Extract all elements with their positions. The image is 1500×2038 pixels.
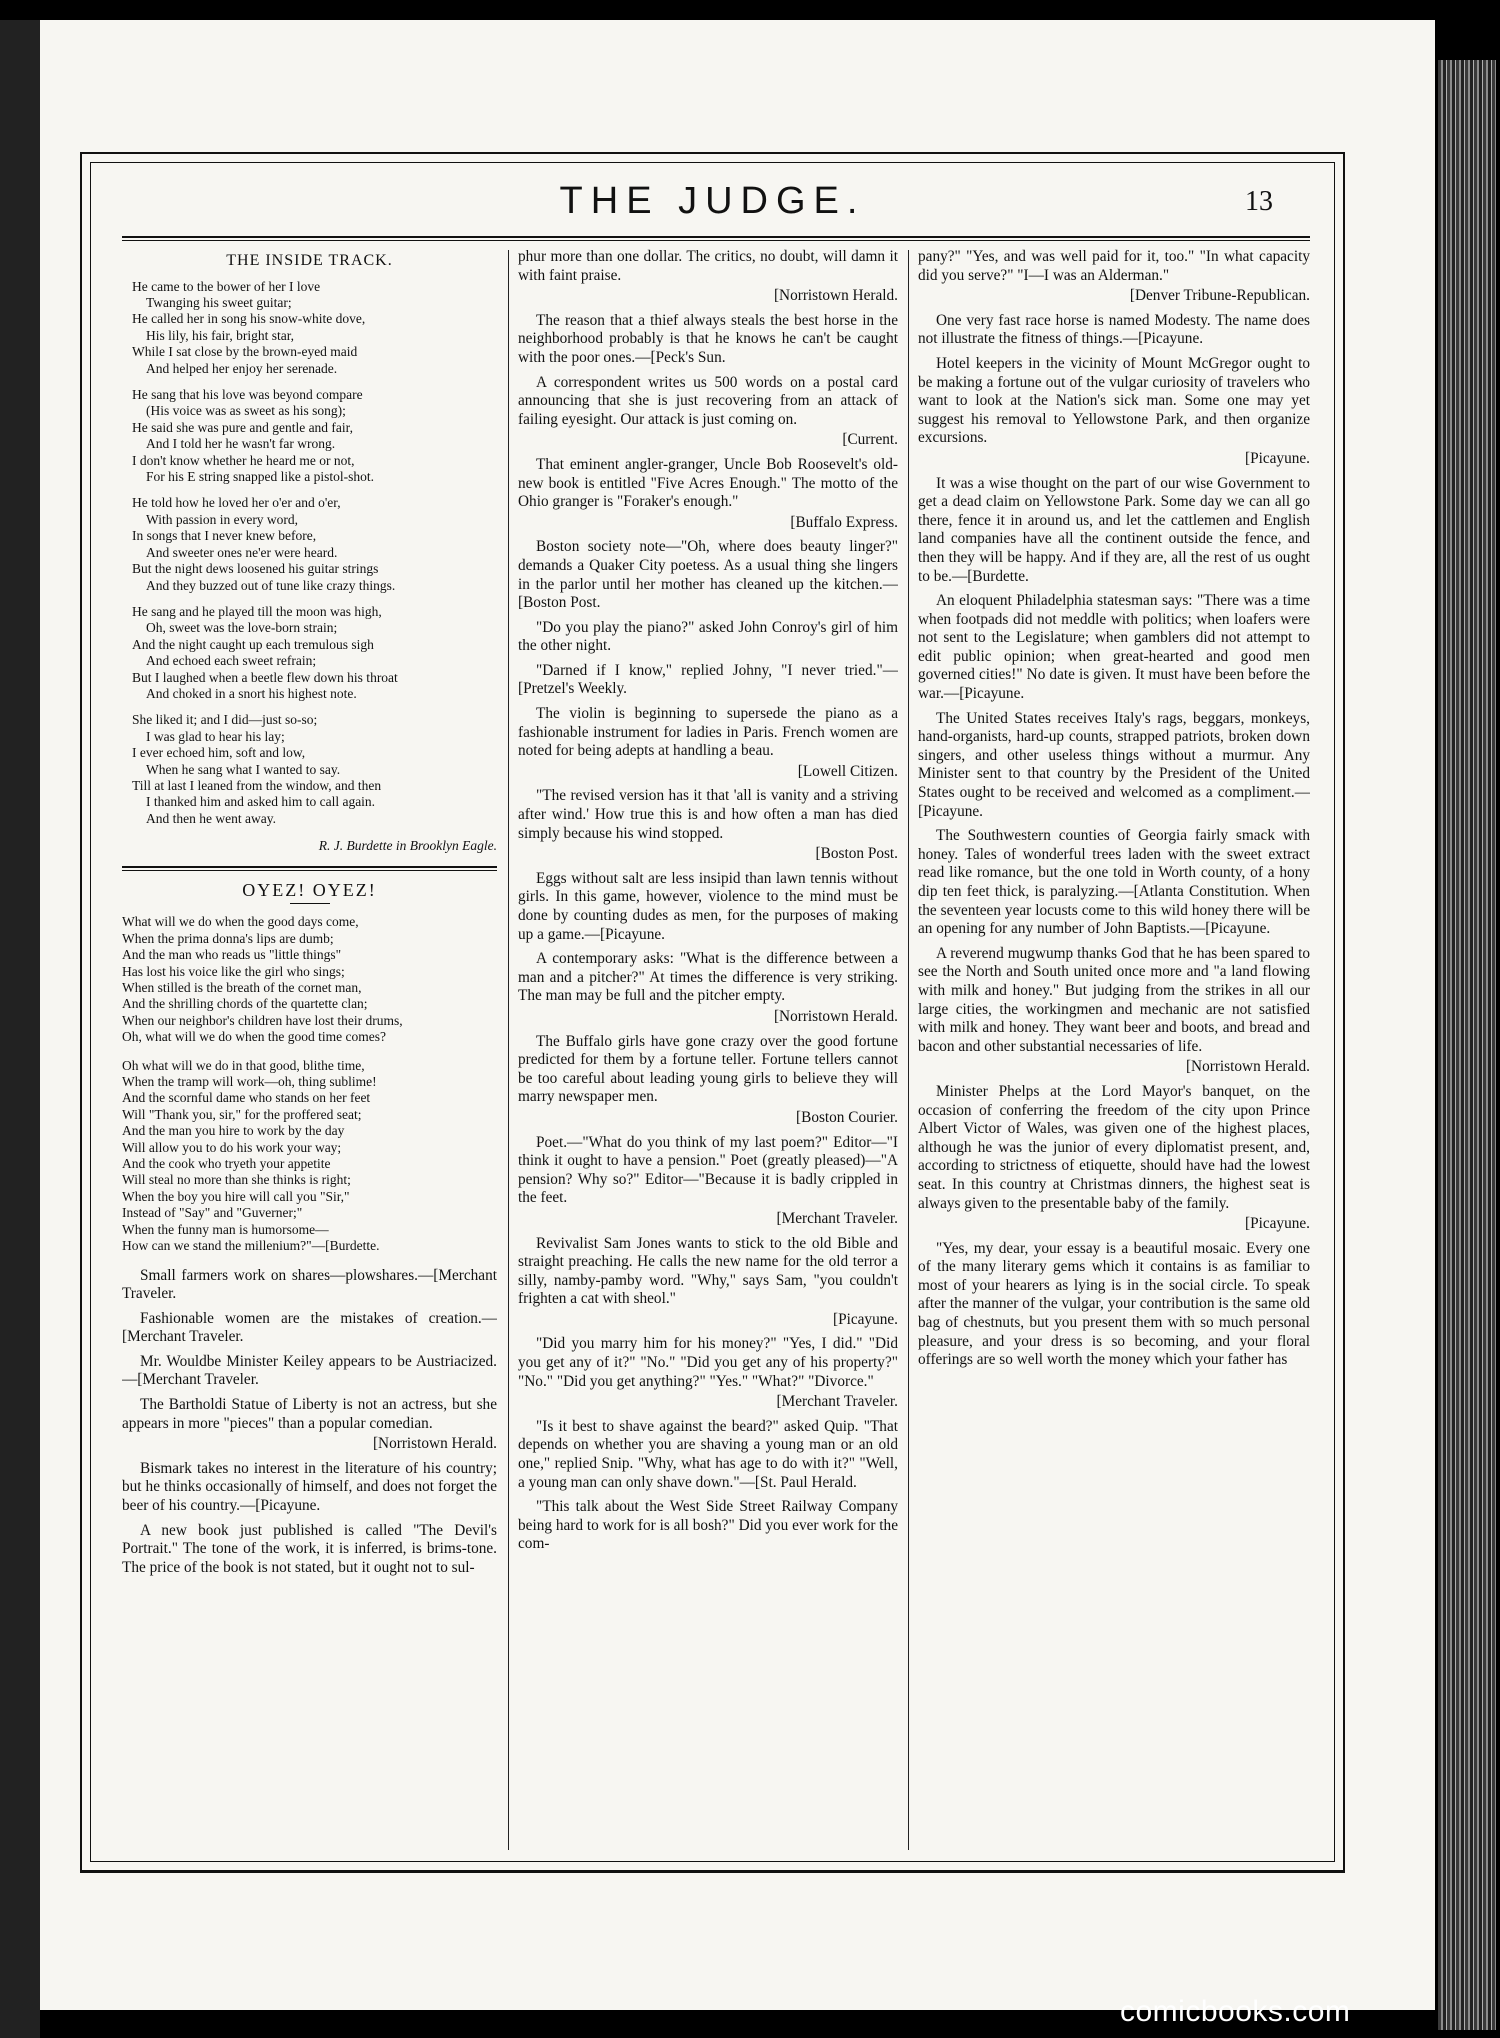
poem-line: Instead of "Say" and "Guverner;" bbox=[122, 1205, 303, 1221]
article-source: [Norristown Herald. bbox=[773, 287, 898, 305]
article-paragraph: "Do you play the piano?" asked John Conroy's girl of him the other night. bbox=[518, 618, 898, 655]
section-rule bbox=[122, 866, 497, 871]
article-paragraph: The United States receives Italy's rags, beggars, monkeys, hand-organists, hard-up counts, strapped patriots, broken down singers, and other useless things without a murmur. Any Minister sent to that country by the President of the United States ought to be received and welcomed as a compliment.—[Picayune. bbox=[918, 709, 1310, 820]
poem-stanza bbox=[122, 1058, 497, 1255]
article-paragraph: "Yes, my dear, your essay is a beautiful mosaic. Every one of the many literary gems which it contains is as familiar to most of your hearers as lying is in the social circle. To speak after the manner of the vulgar, your contribution is the same old bag of chestnuts, but you present them with so much personal pleasure, and your dress is so becoming, and your floral offerings are so well worth the money which your father has bbox=[918, 1239, 1310, 1369]
poem-stanza bbox=[122, 604, 497, 702]
poem-line: His lily, his fair, bright star, bbox=[146, 327, 295, 343]
article-source: [Lowell Citizen. bbox=[797, 762, 898, 780]
poem-line: He sang and he played till the moon was high, bbox=[132, 603, 382, 619]
watermark-text: comicbooks.com bbox=[1120, 1995, 1351, 2028]
poem-stanza bbox=[122, 495, 497, 593]
poem-line: (His voice was as sweet as his song); bbox=[146, 403, 346, 419]
poem-stanza bbox=[122, 387, 497, 485]
article-paragraph: A new book just published is called "The Devil's Portrait." The tone of the work, it is inferred, is brims-tone. The price of the book is not stated, but it ought not to sul- bbox=[122, 1521, 497, 1576]
article-paragraph: Eggs without salt are less insipid than lawn tennis without girls. In this game, however, violence to the mind must be done by counting dudes as men, for the purposes of making up a game.—[Picayune. bbox=[518, 869, 898, 943]
poem-line: But the night dews loosened his guitar strings bbox=[132, 561, 379, 577]
article-list bbox=[122, 1267, 497, 1578]
column-divider bbox=[908, 250, 909, 1850]
article-paragraph: "This talk about the West Side Street Railway Company being hard to work for is all bosh?" Did you ever work for the com- bbox=[518, 1498, 898, 1553]
article-source: [Picayune. bbox=[1245, 449, 1310, 467]
article-paragraph: The Buffalo girls have gone crazy over the good fortune predicted for them by a fortune teller. Fortune tellers cannot be too careful about leading young girls to believe they will marry newspaper men. bbox=[518, 1032, 898, 1106]
poem-line: Twanging his sweet guitar; bbox=[146, 295, 292, 310]
poem-line: And helped her enjoy her serenade. bbox=[146, 360, 338, 376]
article-paragraph: "Did you marry him for his money?" "Yes, I did." "Did you get any of it?" "No." "Did you get any of his property?" "No." "Did you get anything?" "Yes." "What?" "Divorce." bbox=[518, 1335, 898, 1390]
column-3 bbox=[918, 248, 1310, 1858]
poem-line: When stilled is the breath of the cornet man, bbox=[122, 980, 362, 995]
poem-line: Will "Thank you, sir," for the proffered seat; bbox=[122, 1106, 362, 1122]
article-paragraph: Fashionable women are the mistakes of creation.—[Merchant Traveler. bbox=[122, 1309, 497, 1346]
poem-line: Till at last I leaned from the window, and then bbox=[132, 777, 382, 793]
poem-line: And the shrilling chords of the quartette clan; bbox=[122, 996, 368, 1012]
poem-line: And sweeter ones ne'er were heard. bbox=[146, 544, 338, 560]
article-source: [Norristown Herald. bbox=[1185, 1058, 1310, 1076]
poem-line: He came to the bower of her I love bbox=[132, 278, 321, 294]
article-paragraph: The Southwestern counties of Georgia fairly smack with honey. Tales of wonderful trees laden with the sweet extract read like romance, but the one told in Worth county, of a hony dip ten feet thick, is paralyzing.—[Atlanta Constitution. When the seventeen year locusts come to this wild honey there will be an opening for any number of John Baptists.—[Picayune. bbox=[918, 827, 1310, 938]
article-source: [Denver Tribune-Republican. bbox=[1129, 287, 1310, 305]
poem-line: He sang that his love was beyond compare bbox=[132, 387, 363, 403]
article-paragraph: Bismark takes no interest in the literature of his country; but he thinks occasionally of himself, and does not forget the beer of his country.—[Picayune. bbox=[122, 1459, 497, 1515]
poem-stanza bbox=[122, 712, 497, 827]
poem-line: When the tramp will work—oh, thing sublime! bbox=[122, 1074, 377, 1090]
poem-title: THE INSIDE TRACK. bbox=[226, 252, 393, 269]
article-paragraph: That eminent angler-granger, Uncle Bob Roosevelt's old-new book is entitled "Five Acres Enough." The motto of the Ohio granger is "Foraker's enough." bbox=[518, 455, 898, 511]
poem-line: Oh, what will we do when the good time comes? bbox=[122, 1029, 386, 1045]
poem-line: I ever echoed him, soft and low, bbox=[132, 745, 306, 761]
poem-line: And the man who reads us "little things" bbox=[122, 947, 342, 963]
article-paragraph: Revivalist Sam Jones wants to stick to the old Bible and straight preaching. He calls the new name for the old terror a silly, namby-pamby word. "Why," says Sam, "you couldn't frighten a cat with sheol." bbox=[518, 1234, 898, 1308]
article-paragraph: pany?" "Yes, and was well paid for it, too." "In what capacity did you serve?" "I—I was an Alderman." bbox=[918, 248, 1310, 284]
article-paragraph: A reverend mugwump thanks God that he has been spared to see the North and South united once more and "a land flowing with milk and honey." But judging from the strikes in all our large cities, the workingmen and mechanic are not satisfied with milk and honey. They want beer and boots, and bread and bacon and other substantial necessaries of life. bbox=[918, 944, 1310, 1055]
article-source: [Buffalo Express. bbox=[790, 513, 898, 531]
article-paragraph: A correspondent writes us 500 words on a postal card announcing that she is just recovering from an attack of failing eyesight. Our attack is just coming on. bbox=[518, 373, 898, 428]
column-2 bbox=[518, 248, 898, 1858]
poem-line: When the funny man is humorsome— bbox=[122, 1221, 329, 1237]
book-spine bbox=[1438, 60, 1496, 2030]
poem-stanza bbox=[122, 914, 497, 1045]
poem-line: In songs that I never knew before, bbox=[132, 528, 317, 544]
binding-gutter bbox=[0, 20, 40, 2038]
article-paragraph: Small farmers work on shares—plowshares.—[Merchant Traveler. bbox=[122, 1266, 497, 1303]
poem-line: I thanked him and asked him to call again. bbox=[146, 794, 376, 810]
article-source: [Picayune. bbox=[833, 1310, 898, 1328]
poem-line: And the scornful dame who stands on her feet bbox=[122, 1090, 371, 1106]
article-source: [Merchant Traveler. bbox=[776, 1209, 898, 1227]
poem-line: Oh, sweet was the love-born strain; bbox=[146, 620, 338, 636]
poem-line: How can we stand the millenium?"—[Burdette. bbox=[122, 1238, 380, 1254]
poem-line: For his E string snapped like a pistol-shot. bbox=[146, 469, 374, 485]
poem-line: He called her in song his snow-white dove, bbox=[132, 311, 366, 327]
poem-stanza bbox=[122, 279, 497, 377]
page-number: 13 bbox=[1245, 186, 1273, 217]
article-paragraph: Mr. Wouldbe Minister Keiley appears to be Austriacized.—[Merchant Traveler. bbox=[122, 1352, 497, 1389]
poem-line: When our neighbor's children have lost their drums, bbox=[122, 1012, 403, 1028]
article-paragraph: "Is it best to shave against the beard?" asked Quip. "That depends on whether you are shaving a young man or an old one," replied Snip. "Why, what has age to do with it?" "Well, a young man can only shave down."—[St. Paul Herald. bbox=[518, 1417, 898, 1491]
article-paragraph: "Darned if I know," replied Johny, "I never tried."—[Pretzel's Weekly. bbox=[518, 661, 898, 698]
article-paragraph: Boston society note—"Oh, where does beauty linger?" demands a Quaker City poetess. As a usual thing she lingers in the parlor until her mother has cleaned up the kitchen.—[Boston Post. bbox=[518, 538, 898, 612]
poem-line: When the boy you hire will call you "Sir," bbox=[122, 1188, 350, 1204]
poem-line: What will we do when the good days come, bbox=[122, 914, 359, 930]
poem-line: Has lost his voice like the girl who sings; bbox=[122, 963, 345, 979]
article-paragraph: Minister Phelps at the Lord Mayor's banquet, on the occasion of conferring the freedom of the city upon Prince Albert Victor of Wales, was given one of the highest places, although he was the junior of every diplomatist present, and, according to strictness of etiquette, should have had the lowest seat. In this country at Christmas dinners, the highest seat is always given to the presentable baby of the family. bbox=[918, 1082, 1310, 1212]
poem-line: He said she was pure and gentle and fair, bbox=[132, 419, 354, 435]
poem-line: When he sang what I wanted to say. bbox=[146, 761, 341, 777]
poem-line: Oh what will we do in that good, blithe time, bbox=[122, 1057, 365, 1073]
masthead-rule bbox=[122, 236, 1310, 241]
article-paragraph: It was a wise thought on the part of our wise Government to get a dead claim on Yellowstone Park. Some day we can all go there, fence it in around us, and let the cattlemen and English land companies have all the continent outside the fence, and then they will be happy. And if they are, all the rest of us ought to be.—[Burdette. bbox=[918, 474, 1310, 585]
article-source: [Merchant Traveler. bbox=[776, 1393, 898, 1411]
poem-line: While I sat close by the brown-eyed maid bbox=[132, 344, 358, 360]
article-paragraph: "The revised version has it that 'all is vanity and a striving after wind.' How true this is and how often a man has died simply because his wind stopped. bbox=[518, 787, 898, 842]
title-dash bbox=[290, 903, 330, 904]
article-paragraph: One very fast race horse is named Modesty. The name does not illustrate the fitness of things.—[Picayune. bbox=[918, 311, 1310, 348]
poem-line: But I laughed when a beetle flew down his throat bbox=[132, 669, 398, 685]
poem-title: OYEZ! OYEZ! bbox=[242, 879, 377, 900]
article-source: [Boston Courier. bbox=[796, 1108, 898, 1126]
poem-line: Will steal no more than she thinks is right; bbox=[122, 1172, 351, 1188]
poem-line: And the cook who tryeth your appetite bbox=[122, 1156, 331, 1172]
poem-line: And the man you hire to work by the day bbox=[122, 1123, 345, 1139]
article-source: [Current. bbox=[842, 431, 898, 449]
article-paragraph: Poet.—"What do you think of my last poem?" Editor—"I think it ought to have a pension." Poet (greatly pleased)—"A pension? Why so?" Editor—"Because it is badly crippled in the feet. bbox=[518, 1133, 898, 1207]
poem-inside-track bbox=[122, 279, 497, 828]
article-source: [Norristown Herald. bbox=[372, 1435, 497, 1453]
poem-line: And they buzzed out of tune like crazy things. bbox=[146, 577, 396, 593]
article-paragraph: The Bartholdi Statue of Liberty is not an actress, but she appears in more "pieces" than a popular comedian. bbox=[122, 1396, 497, 1432]
poem-line: Will allow you to do his work your way; bbox=[122, 1139, 342, 1155]
poem-line: With passion in every word, bbox=[146, 511, 299, 527]
poem-line: And the night caught up each tremulous sigh bbox=[132, 636, 374, 652]
poem-line: And then he went away. bbox=[146, 810, 276, 826]
article-paragraph: The violin is beginning to supersede the piano as a fashionable instrument for ladies in Paris. French women are noted for being adepts at handling a beau. bbox=[518, 705, 898, 760]
article-source: [Norristown Herald. bbox=[773, 1007, 898, 1025]
article-source: [Picayune. bbox=[1245, 1215, 1310, 1233]
article-paragraph: An eloquent Philadelphia statesman says: "There was a time when footpads did not meddle with politics; when loafers were not sent to the Legislature; when gamblers did not attempt to edit public opinion; when great-hearted and good men governed cities!" No date is given. It must have been before the war.—[Picayune. bbox=[918, 592, 1310, 703]
poem-line: I was glad to hear his lay; bbox=[146, 728, 285, 744]
poem-line: And I told her he wasn't far wrong. bbox=[146, 436, 336, 452]
bottom-rule bbox=[80, 1872, 1345, 1873]
poem-line: I don't know whether he heard me or not, bbox=[132, 452, 355, 468]
column-1 bbox=[122, 248, 497, 1858]
article-paragraph: The reason that a thief always steals the best horse in the neighborhood probably is that he knows he can't be caught with the poor ones.—[Peck's Sun. bbox=[518, 311, 898, 366]
poem-line: She liked it; and I did—just so-so; bbox=[132, 712, 318, 728]
poem-line: When the prima donna's lips are dumb; bbox=[122, 930, 334, 946]
masthead-title: THE JUDGE. bbox=[559, 180, 866, 222]
poem-credit: R. J. Burdette in Brooklyn Eagle. bbox=[318, 838, 497, 854]
article-paragraph: phur more than one dollar. The critics, no doubt, will damn it with faint praise. bbox=[518, 248, 898, 284]
poem-line: He told how he loved her o'er and o'er, bbox=[132, 495, 341, 511]
poem-line: And echoed each sweet refrain; bbox=[146, 653, 317, 669]
article-source: [Boston Post. bbox=[815, 845, 898, 863]
article-paragraph: Hotel keepers in the vicinity of Mount McGregor ought to be making a fortune out of the vulgar curiosity of travelers who want to look at the Nation's sick man. Some one may yet suggest his removal to Yellowstone Park, and then organize excursions. bbox=[918, 354, 1310, 447]
column-divider bbox=[508, 250, 509, 1850]
poem-line: And choked in a snort his highest note. bbox=[146, 685, 357, 701]
article-paragraph: A contemporary asks: "What is the difference between a man and a pitcher?" At times the difference is very striking. The man may be full and the pitcher empty. bbox=[518, 950, 898, 1005]
